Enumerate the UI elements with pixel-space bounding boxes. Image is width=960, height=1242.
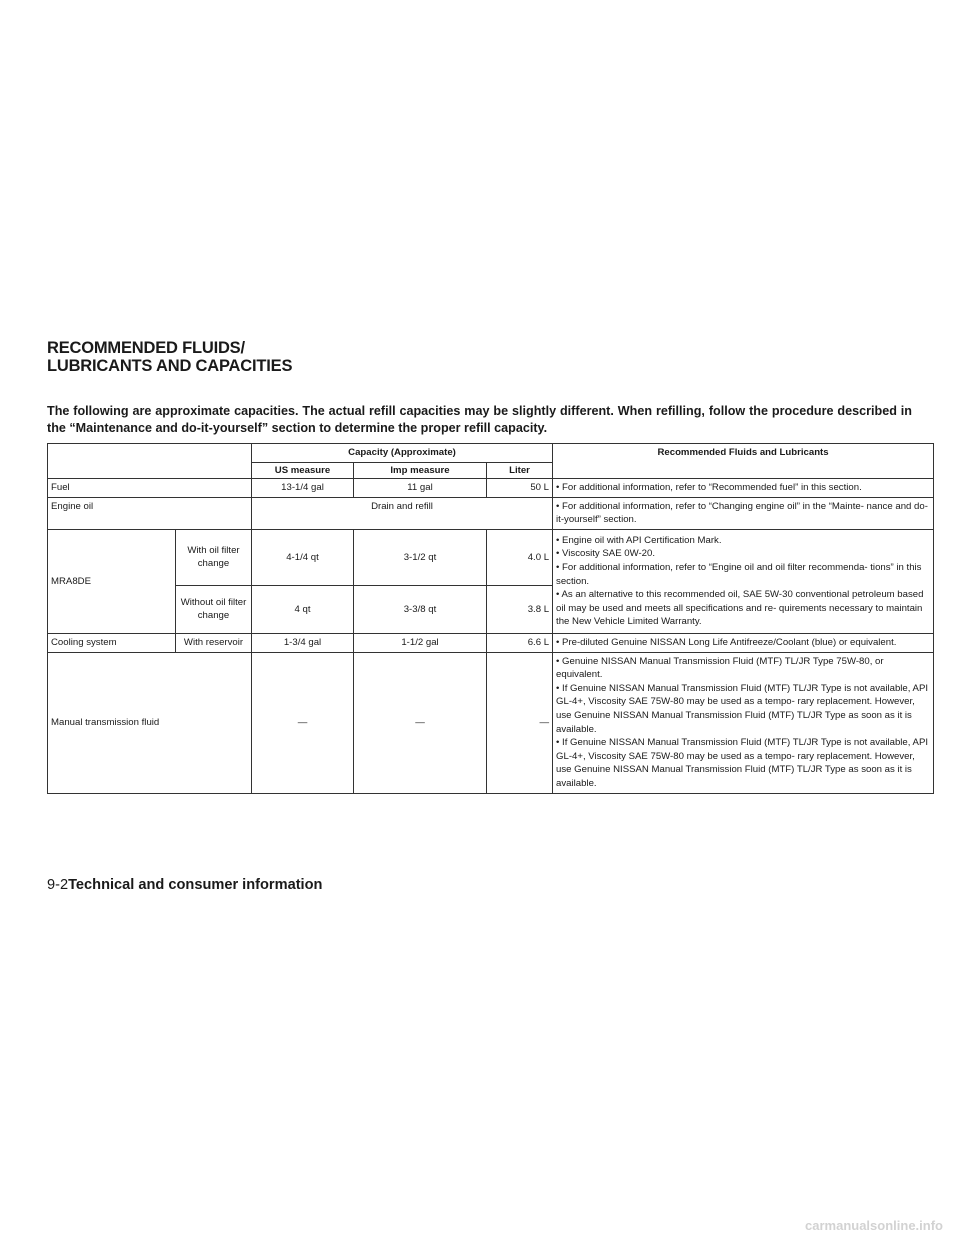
engine-oil-recommendation: • For additional information, refer to “Changing engine oil” in the “Mainte- nance and do-it-yourself” section. <box>553 497 934 529</box>
footer-section-title: Technical and consumer information <box>68 877 323 893</box>
manual-imp: — <box>354 652 487 793</box>
cooling-recommendation: • Pre-diluted Genuine NISSAN Long Life Antifreeze/Coolant (blue) or equivalent. <box>553 633 934 652</box>
mra8de-label: MRA8DE <box>48 529 176 633</box>
manual-rec-line: • Genuine NISSAN Manual Transmission Fluid (MTF) TL/JR Type 75W-80, or equivalent. <box>556 655 884 681</box>
table-row-manual-transmission <box>48 652 934 793</box>
header-blank-cell <box>48 444 252 479</box>
cooling-imp: 1-1/2 gal <box>354 633 487 652</box>
without-filter-imp: 3-3/8 qt <box>354 585 487 633</box>
fuel-us: 13-1/4 gal <box>252 479 354 498</box>
fuel-imp: 11 gal <box>354 479 487 498</box>
fuel-recommendation: • For additional information, refer to “Recommended fuel” in this section. <box>553 479 934 498</box>
without-filter-label: Without oil filter change <box>176 585 252 633</box>
table-row-mra8de-with-filter <box>48 529 934 585</box>
engine-oil-capacity: Drain and refill <box>252 497 553 529</box>
cooling-liter: 6.6 L <box>487 633 553 652</box>
page-number: 9-2 <box>47 877 69 893</box>
without-filter-us: 4 qt <box>252 585 354 633</box>
mra8de-rec-line: • Engine oil with API Certification Mark. <box>556 534 722 546</box>
watermark: carmanualsonline.info <box>805 1218 943 1233</box>
fuel-label: Fuel <box>48 479 252 498</box>
table-header-row <box>48 444 934 463</box>
capacities-table <box>47 443 934 794</box>
with-filter-label: With oil filter change <box>176 529 252 585</box>
header-us-measure: US measure <box>252 462 354 479</box>
with-filter-us: 4-1/4 qt <box>252 529 354 585</box>
mra8de-rec-line: • As an alternative to this recommended oil, SAE 5W-30 conventional petroleum based oil may be used and meets all specifications and re- quirements necessary to maintain the New Vehicle Limited Warranty. <box>556 589 924 628</box>
fuel-liter: 50 L <box>487 479 553 498</box>
with-filter-imp: 3-1/2 qt <box>354 529 487 585</box>
mra8de-rec-line: • For additional information, refer to “Engine oil and oil filter recommenda- tions” in this section. <box>556 562 922 587</box>
table-row-fuel <box>48 479 934 498</box>
engine-oil-label: Engine oil <box>48 497 252 529</box>
page-title-line2: LUBRICANTS AND CAPACITIES <box>47 357 293 375</box>
cooling-sub-label: With reservoir <box>176 633 252 652</box>
mra8de-recommendation <box>553 529 934 633</box>
manual-recommendation <box>553 652 934 793</box>
table-row-cooling-system <box>48 633 934 652</box>
header-liter: Liter <box>487 462 553 479</box>
manual-liter: — <box>487 652 553 793</box>
page-title <box>47 339 292 375</box>
header-recommended: Recommended Fluids and Lubricants <box>553 444 934 479</box>
manual-label: Manual transmission fluid <box>48 652 252 793</box>
header-imp-measure: Imp measure <box>354 462 487 479</box>
manual-us: — <box>252 652 354 793</box>
intro-paragraph: The following are approximate capacities. The actual refill capacities may be slightly different. When refilling, follow the procedure described in the “Maintenance and do-it-yourself” section to determine the proper refill capacity. <box>47 404 912 435</box>
header-capacity: Capacity (Approximate) <box>252 444 553 463</box>
cooling-us: 1-3/4 gal <box>252 633 354 652</box>
with-filter-liter: 4.0 L <box>487 529 553 585</box>
manual-rec-line: • If Genuine NISSAN Manual Transmission Fluid (MTF) TL/JR Type is not available, API GL-4+, Viscosity SAE 75W-80 may be used as a tempo- rary replacement. However, use Genuine NISSAN Manual Transmission Fluid (MTF) TL/JR Type as soon as it is available. <box>556 737 929 789</box>
mra8de-rec-line: • Viscosity SAE 0W-20. <box>556 548 656 560</box>
without-filter-liter: 3.8 L <box>487 585 553 633</box>
page-footer <box>47 875 322 895</box>
cooling-label: Cooling system <box>48 633 176 652</box>
table-row-engine-oil <box>48 497 934 529</box>
page-title-line1: RECOMMENDED FLUIDS/ <box>47 339 245 357</box>
manual-rec-line: • If Genuine NISSAN Manual Transmission Fluid (MTF) TL/JR Type is not available, API GL-4+, Viscosity SAE 75W-80 may be used as a tempo- rary replacement. However, use Genuine NISSAN Manual Transmission Fluid (MTF) TL/JR Type as soon as it is available. <box>556 682 929 735</box>
